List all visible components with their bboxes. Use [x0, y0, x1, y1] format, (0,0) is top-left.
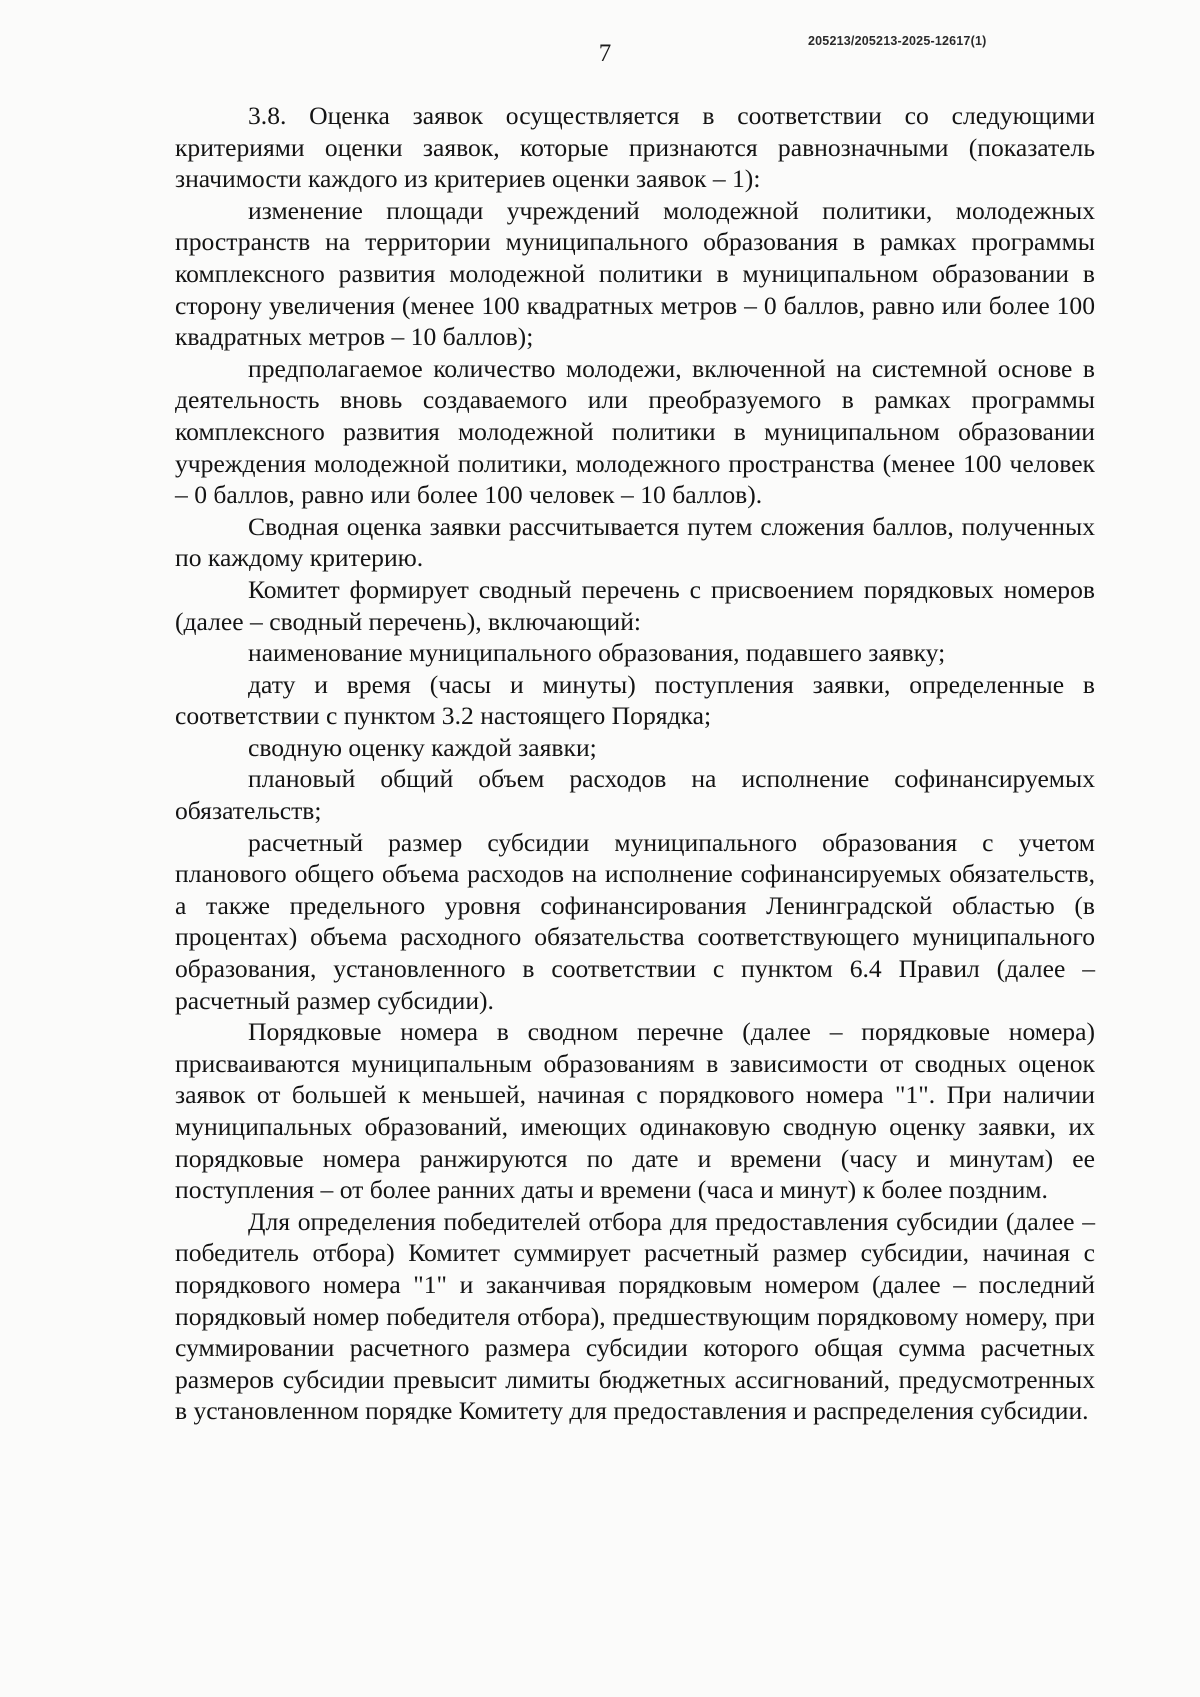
paragraph-summary-score: Сводная оценка заявки рассчитывается путем сложения баллов, полученных по каждому критерию. — [175, 511, 1095, 573]
paragraph-ordinal-numbers: Порядковые номера в сводном перечне (далее – порядковые номера) присваиваются муниципальным образованиям в зависимости от сводных оценок заявок от большей к меньшей, начиная с порядкового номера "1". При наличии муниципальных образований, имеющих одинаковую сводную оценку заявки, их порядковые номера ранжируются по дате и времени (часу и минутам) ее поступления – от более ранних даты и времени (часа и минут) к более поздним. — [175, 1017, 1095, 1205]
paragraph-list-item-subsidy: расчетный размер субсидии муниципального образования с учетом планового общего объема расходов на исполнение софинансируемых обязательств, а также предельного уровня софинансирования Ленинградской областью (в процентах) объема расходного обязательства соответствующего муниципального образования, установленного в соответствии с пунктом 6.4 Правил (далее – расчетный размер субсидии). — [175, 827, 1095, 1015]
document-reference-number: 205213/205213-2025-12617(1) — [808, 34, 987, 48]
paragraph-list-item-name: наименование муниципального образования, подавшего заявку; — [248, 638, 946, 668]
document-body — [175, 100, 1095, 1427]
page-number: 7 — [598, 40, 612, 67]
paragraph-list-item-score: сводную оценку каждой заявки; — [248, 732, 597, 762]
paragraph-list-item-expenses: плановый общий объем расходов на исполнение софинансируемых обязательств; — [175, 764, 1095, 826]
paragraph-section-3-8: 3.8. Оценка заявок осуществляется в соответствии со следующими критериями оценки заявок, которые признаются равнозначными (показатель значимости каждого из критериев оценки заявок – 1): — [175, 101, 1095, 194]
paragraph-criterion-youth-count: предполагаемое количество молодежи, включенной на системной основе в деятельность вновь создаваемого или преобразуемого в рамках программы комплексного развития молодежной политики в муниципальном образовании учреждения молодежной политики, молодежного пространства (менее 100 человек – 0 баллов, равно или более 100 человек – 10 баллов). — [175, 353, 1095, 510]
paragraph-list-item-datetime: дату и время (часы и минуты) поступления заявки, определенные в соответствии с пунктом 3.2 настоящего Порядка; — [175, 669, 1095, 731]
paragraph-criterion-area: изменение площади учреждений молодежной политики, молодежных пространств на территории муниципального образования в рамках программы комплексного развития молодежной политики в муниципальном образовании в сторону увеличения (менее 100 квадратных метров – 0 баллов, равно или более 100 квадратных метров – 10 баллов); — [175, 195, 1095, 352]
paragraph-summary-list: Комитет формирует сводный перечень с присвоением порядковых номеров (далее – сводный перечень), включающий: — [175, 574, 1095, 636]
paragraph-winners: Для определения победителей отбора для предоставления субсидии (далее – победитель отбора) Комитет суммирует расчетный размер субсидии, начиная с порядкового номера "1" и заканчивая порядковым номером (далее – последний порядковый номер победителя отбора), предшествующим порядковому номеру, при суммировании расчетного размера субсидии которого общая сумма расчетных размеров субсидии превысит лимиты бюджетных ассигнований, предусмотренных в установленном порядке Комитету для предоставления и распределения субсидии. — [175, 1206, 1095, 1426]
